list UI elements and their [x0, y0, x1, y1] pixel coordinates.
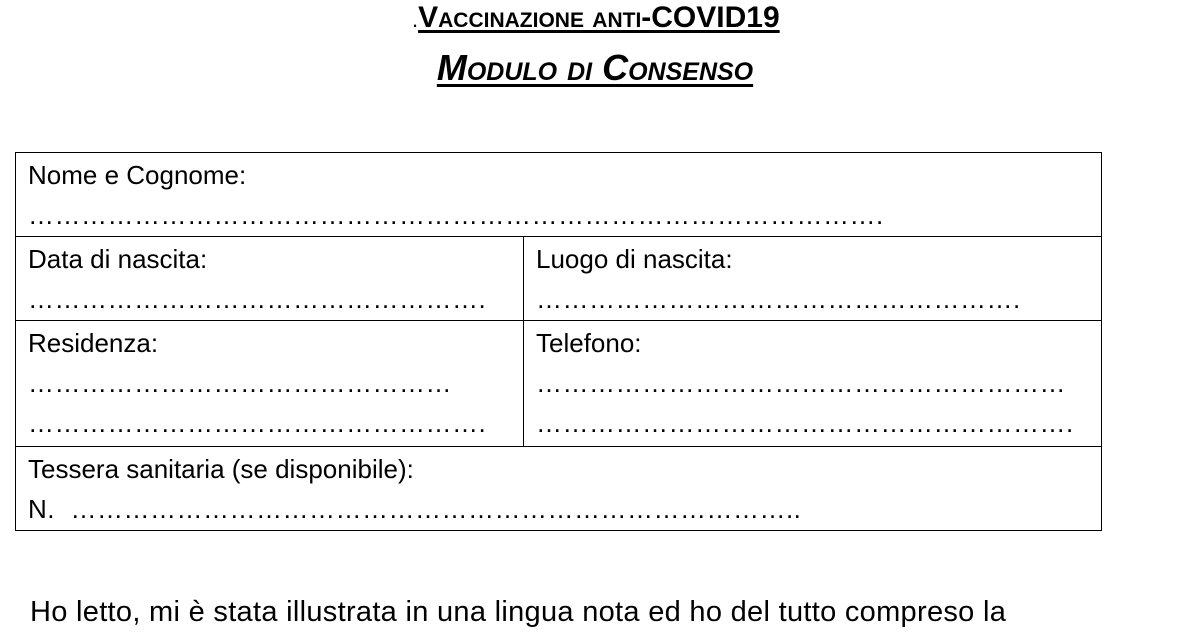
table-row: [16, 447, 1102, 531]
title-line-1: [0, 0, 1200, 38]
tessera-cell[interactable]: [16, 447, 1102, 531]
personal-data-table: [15, 152, 1102, 531]
tessera-field[interactable]: ………………………………………………………………………..: [70, 494, 802, 524]
title-vaccination: Vaccinazione anti-COVID19: [418, 1, 780, 34]
data-nascita-label: Data di nascita:: [28, 244, 208, 274]
table-row: [16, 153, 1102, 237]
luogo-nascita-cell[interactable]: [524, 237, 1102, 321]
tessera-field-row[interactable]: [28, 489, 1089, 529]
nome-cognome-label: Nome e Cognome:: [28, 160, 247, 190]
table-row: [16, 321, 1102, 447]
title-consent-form: Modulo di Consenso: [436, 47, 754, 88]
title-line-2: [0, 46, 1200, 90]
luogo-nascita-label: Luogo di nascita:: [536, 244, 733, 274]
table-row: [16, 237, 1102, 321]
residenza-label: Residenza:: [28, 328, 159, 358]
nome-cognome-cell[interactable]: [16, 153, 1102, 237]
telefono-field-line-2[interactable]: …………………………………………………….: [536, 408, 1074, 438]
telefono-field-line-1[interactable]: ……………………………………………………: [536, 368, 1066, 398]
residenza-field-line-2[interactable]: …………………………………………….: [28, 408, 487, 438]
consent-paragraph: Ho letto, mi è stata illustrata in una lingua nota ed ho del tutto compreso la: [30, 596, 1007, 628]
residenza-cell[interactable]: [16, 321, 524, 447]
tessera-label: Tessera sanitaria (se disponibile):: [28, 454, 414, 484]
nome-cognome-field[interactable]: …………………………………………………………………………………….: [28, 200, 884, 230]
telefono-cell[interactable]: [524, 321, 1102, 447]
tessera-prefix: N.: [28, 494, 55, 524]
data-nascita-field[interactable]: …………………………………………….: [28, 284, 487, 314]
residenza-field-line-1[interactable]: …………………………………………: [28, 368, 452, 398]
luogo-nascita-field[interactable]: ……………………………………………….: [536, 284, 1021, 314]
telefono-label: Telefono:: [536, 328, 642, 358]
data-nascita-cell[interactable]: [16, 237, 524, 321]
title-prefix-dot: .: [411, 7, 419, 32]
